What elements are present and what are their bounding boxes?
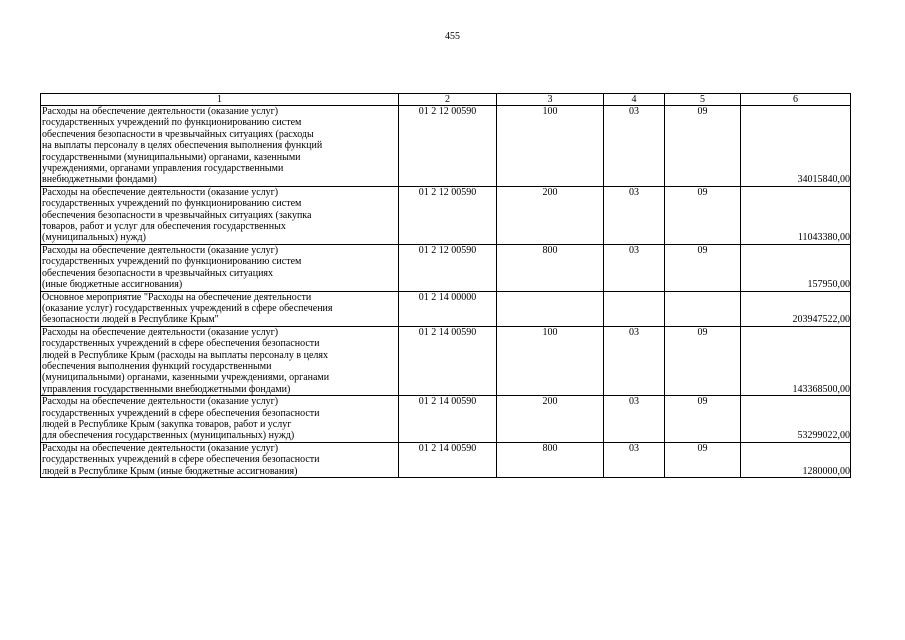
table-row: [41, 326, 851, 395]
table-row: [41, 396, 851, 443]
budget-table: [40, 93, 851, 478]
row-description: Расходы на обеспечение деятельности (оказание услуг) государственных учреждений в сфере обеспечения безопасности людей в Республике Крым (иные бюджетные ассигнования): [41, 442, 399, 477]
row-expense-type: 800: [497, 244, 604, 291]
column-header-3: 3: [497, 94, 604, 106]
row-amount: 53299022,00: [741, 396, 851, 443]
row-subsection: 09: [665, 442, 741, 477]
row-target-code: 01 2 14 00590: [399, 326, 497, 395]
table-row: [41, 106, 851, 187]
table-row: [41, 291, 851, 326]
row-subsection: 09: [665, 106, 741, 187]
row-section: 03: [604, 396, 665, 443]
row-target-code: 01 2 12 00590: [399, 244, 497, 291]
row-expense-type: 100: [497, 106, 604, 187]
row-target-code: 01 2 14 00000: [399, 291, 497, 326]
row-subsection: 09: [665, 326, 741, 395]
row-target-code: 01 2 12 00590: [399, 106, 497, 187]
row-amount: 157950,00: [741, 244, 851, 291]
row-description: Расходы на обеспечение деятельности (оказание услуг) государственных учреждений в сфере обеспечения безопасности людей в Республике Крым (закупка товаров, работ и услуг для обеспечения государственных (муниципальных) нужд): [41, 396, 399, 443]
row-amount: 11043380,00: [741, 186, 851, 244]
row-description: Расходы на обеспечение деятельности (оказание услуг) государственных учреждений по функционированию систем обеспечения безопасности в чрезвычайных ситуациях (закупка товаров, работ и услуг для обеспечения государственных (муниципальных) нужд): [41, 186, 399, 244]
row-expense-type: [497, 291, 604, 326]
column-header-2: 2: [399, 94, 497, 106]
column-header-4: 4: [604, 94, 665, 106]
row-section: 03: [604, 442, 665, 477]
column-header-6: 6: [741, 94, 851, 106]
page-number: 455: [445, 31, 460, 42]
row-target-code: 01 2 14 00590: [399, 442, 497, 477]
row-subsection: 09: [665, 186, 741, 244]
row-subsection: 09: [665, 244, 741, 291]
row-expense-type: 200: [497, 396, 604, 443]
row-target-code: 01 2 14 00590: [399, 396, 497, 443]
row-amount: 143368500,00: [741, 326, 851, 395]
row-subsection: [665, 291, 741, 326]
row-expense-type: 100: [497, 326, 604, 395]
row-section: 03: [604, 186, 665, 244]
table-row: [41, 244, 851, 291]
row-amount: 203947522,00: [741, 291, 851, 326]
column-header-5: 5: [665, 94, 741, 106]
row-amount: 34015840,00: [741, 106, 851, 187]
row-section: [604, 291, 665, 326]
column-header-1: 1: [41, 94, 399, 106]
row-expense-type: 200: [497, 186, 604, 244]
row-section: 03: [604, 326, 665, 395]
table-row: [41, 442, 851, 477]
row-target-code: 01 2 12 00590: [399, 186, 497, 244]
row-description: Расходы на обеспечение деятельности (оказание услуг) государственных учреждений по функционированию систем обеспечения безопасности в чрезвычайных ситуациях (расходы на выплаты персоналу в целях обеспечения выполнения функций государственными (муниципальными) органами, казенными учреждениями, органами управления государственными внебюджетными фондами): [41, 106, 399, 187]
table-row: [41, 186, 851, 244]
row-description: Расходы на обеспечение деятельности (оказание услуг) государственных учреждений в сфере обеспечения безопасности людей в Республике Крым (расходы на выплаты персоналу в целях обеспечения выполнения функций государственными (муниципальными) органами, казенными учреждениями, органами управления государственными внебюджетными фондами): [41, 326, 399, 395]
table-header-row: [41, 94, 851, 106]
row-amount: 1280000,00: [741, 442, 851, 477]
row-section: 03: [604, 106, 665, 187]
row-subsection: 09: [665, 396, 741, 443]
row-description: Расходы на обеспечение деятельности (оказание услуг) государственных учреждений по функционированию систем обеспечения безопасности в чрезвычайных ситуациях (иные бюджетные ассигнования): [41, 244, 399, 291]
row-description: Основное мероприятие "Расходы на обеспечение деятельности (оказание услуг) государственных учреждений в сфере обеспечения безопасности людей в Республике Крым": [41, 291, 399, 326]
row-section: 03: [604, 244, 665, 291]
row-expense-type: 800: [497, 442, 604, 477]
